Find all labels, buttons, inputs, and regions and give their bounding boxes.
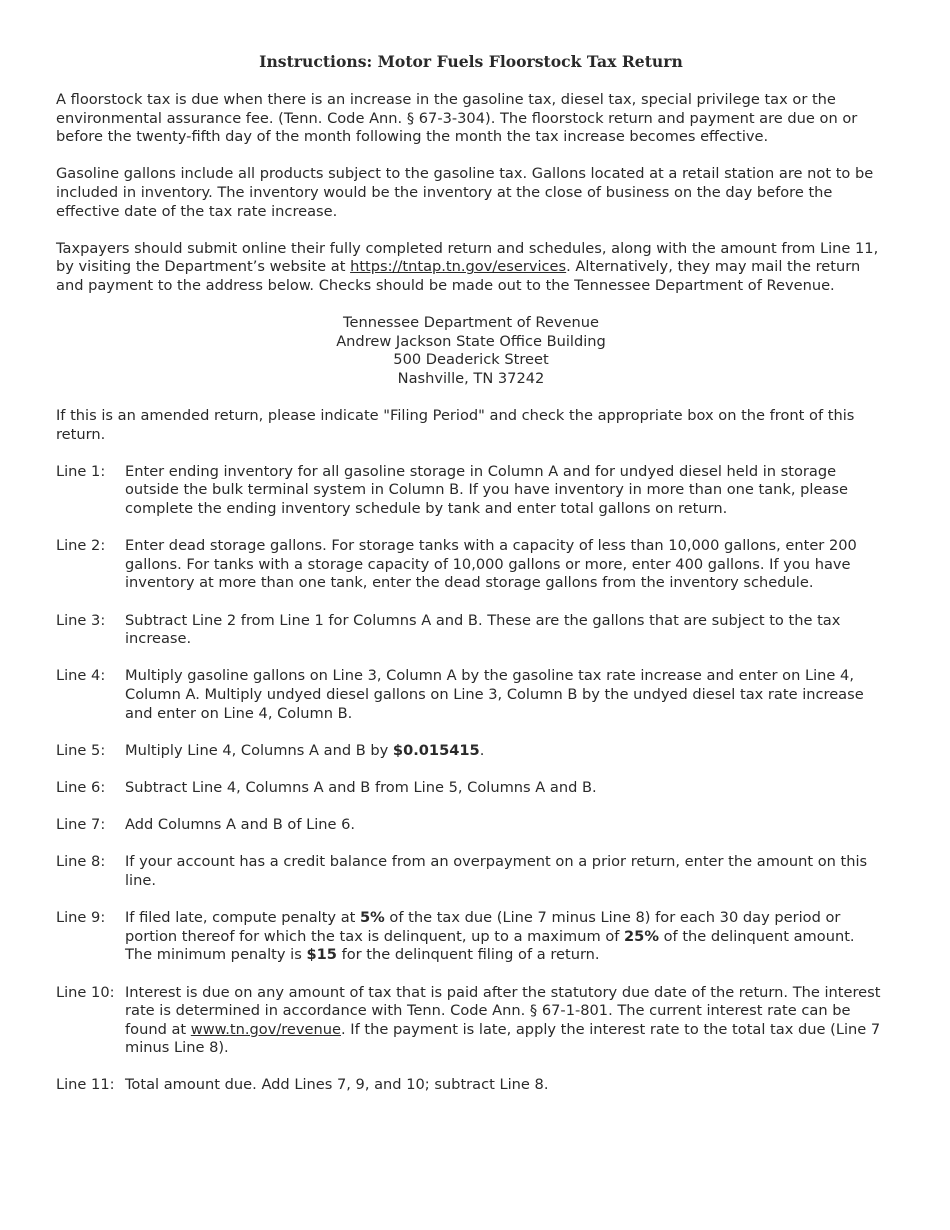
line-text: Subtract Line 4, Columns A and B from Line 5, Columns A and B. xyxy=(125,778,597,796)
address-line-4: Nashville, TN 37242 xyxy=(397,369,545,387)
line-text: Enter dead storage gallons. For storage tanks with a capacity of less than 10,000 gallons, enter 200 gallons. For tanks with a storage capacity of 10,000 gallons or more, enter 400 gallons. If you have inventory at more than one tank, enter the dead storage gallons from the inventory schedule. xyxy=(125,537,857,592)
line-label: Line 8: xyxy=(56,853,106,871)
instructions-page xyxy=(56,52,886,1114)
line-9-part-2: of the tax due (Line 7 minus Line 8) for each 30 day period or portion thereof for which the tax is delinquent, up to a maximum of xyxy=(125,909,841,945)
line-label: Line 2: xyxy=(56,537,106,555)
line-9-part-1: If filed late, compute penalty at xyxy=(125,909,360,927)
line-label: Line 9: xyxy=(56,909,106,927)
line-9-penalty-rate: 5% xyxy=(360,909,385,927)
address-line-1: Tennessee Department of Revenue xyxy=(343,314,599,332)
line-5-rate: $0.015415 xyxy=(392,741,480,759)
mailing-address xyxy=(56,314,886,388)
line-11-instruction xyxy=(56,1076,886,1095)
line-5-text-after: . xyxy=(479,741,485,759)
line-8-instruction xyxy=(56,853,886,890)
line-9-part-4: for the delinquent filing of a return. xyxy=(336,946,600,964)
submission-text-before: Taxpayers should submit online their fully completed return and schedules, along with the amount from Line 11, by visiting the Department’s website at xyxy=(56,239,879,276)
intro-paragraph-submission xyxy=(56,240,886,296)
line-9-max-penalty: 25% xyxy=(624,927,659,945)
line-text: Total amount due. Add Lines 7, 9, and 10; subtract Line 8. xyxy=(125,1076,549,1094)
line-4-instruction xyxy=(56,667,886,723)
line-text xyxy=(125,909,886,965)
line-label: Line 5: xyxy=(56,741,106,759)
line-label: Line 3: xyxy=(56,611,106,629)
address-line-3: 500 Deaderick Street xyxy=(393,351,549,369)
line-label: Line 4: xyxy=(56,667,106,685)
line-10-text-after: . If the payment is late, apply the interest rate to the total tax due (Line 7 minus Line 8). xyxy=(125,1020,881,1057)
line-text: If your account has a credit balance from an overpayment on a prior return, enter the amount on this line. xyxy=(125,853,868,889)
eservices-link[interactable]: https://tntap.tn.gov/eservices xyxy=(350,258,567,276)
line-3-instruction xyxy=(56,612,886,649)
line-label: Line 6: xyxy=(56,778,106,796)
intro-paragraph-floorstock-tax: A floorstock tax is due when there is an increase in the gasoline tax, diesel tax, special privilege tax or the environmental assurance fee. (Tenn. Code Ann. § 67-3-304). The floorstock return and payment are due on or before the twenty-fifth day of the month following the month the tax increase becomes effective. xyxy=(56,91,858,146)
line-1-instruction xyxy=(56,463,886,519)
line-9-part-3: of the delinquent amount. The minimum penalty is xyxy=(125,927,855,964)
line-label: Line 7: xyxy=(56,816,106,834)
line-text: Subtract Line 2 from Line 1 for Columns A and B. These are the gallons that are subject to the tax increase. xyxy=(125,611,841,648)
submission-text-after: . Alternatively, they may mail the return and payment to the address below. Checks should be made out to the Tennessee Department of Revenue. xyxy=(56,258,861,294)
line-9-min-penalty: $15 xyxy=(306,946,337,964)
revenue-website-link[interactable]: www.tn.gov/revenue xyxy=(190,1020,341,1038)
line-text xyxy=(125,984,886,1058)
line-label: Line 1: xyxy=(56,462,106,480)
line-5-text-before: Multiply Line 4, Columns A and B by xyxy=(125,741,393,759)
line-9-instruction xyxy=(56,909,886,965)
amended-return-note: If this is an amended return, please indicate "Filing Period" and check the appropriate box on the front of this return. xyxy=(56,407,855,443)
line-10-text-before: Interest is due on any amount of tax that is paid after the statutory due date of the return. The interest rate is determined in accordance with Tenn. Code Ann. § 67-1-801. The current interest rate can be found at xyxy=(125,983,881,1038)
intro-paragraph-gasoline-gallons: Gasoline gallons include all products subject to the gasoline tax. Gallons located at a retail station are not to be included in inventory. The inventory would be the inventory at the close of business on the day before the effective date of the tax rate increase. xyxy=(56,165,874,220)
line-2-instruction xyxy=(56,537,886,593)
line-label: Line 10: xyxy=(56,983,115,1001)
line-text xyxy=(125,742,886,761)
page-title: Instructions: Motor Fuels Floorstock Tax Return xyxy=(259,52,683,71)
line-6-instruction xyxy=(56,779,886,798)
line-7-instruction xyxy=(56,816,886,835)
line-text: Enter ending inventory for all gasoline storage in Column A and for undyed diesel held in storage outside the bulk terminal system in Column B. If you have inventory in more than one tank, please complete the ending inventory schedule by tank and enter total gallons on return. xyxy=(125,462,848,518)
line-text: Multiply gasoline gallons on Line 3, Column A by the gasoline tax rate increase and enter on Line 4, Column A. Multiply undyed diesel gallons on Line 3, Column B by the undyed diesel tax rate increase and enter on Line 4, Column B. xyxy=(125,667,864,722)
address-line-2: Andrew Jackson State Office Building xyxy=(336,332,606,350)
line-10-instruction xyxy=(56,984,886,1058)
line-text: Add Columns A and B of Line 6. xyxy=(125,816,356,834)
line-label: Line 11: xyxy=(56,1076,115,1094)
line-5-instruction xyxy=(56,742,886,761)
